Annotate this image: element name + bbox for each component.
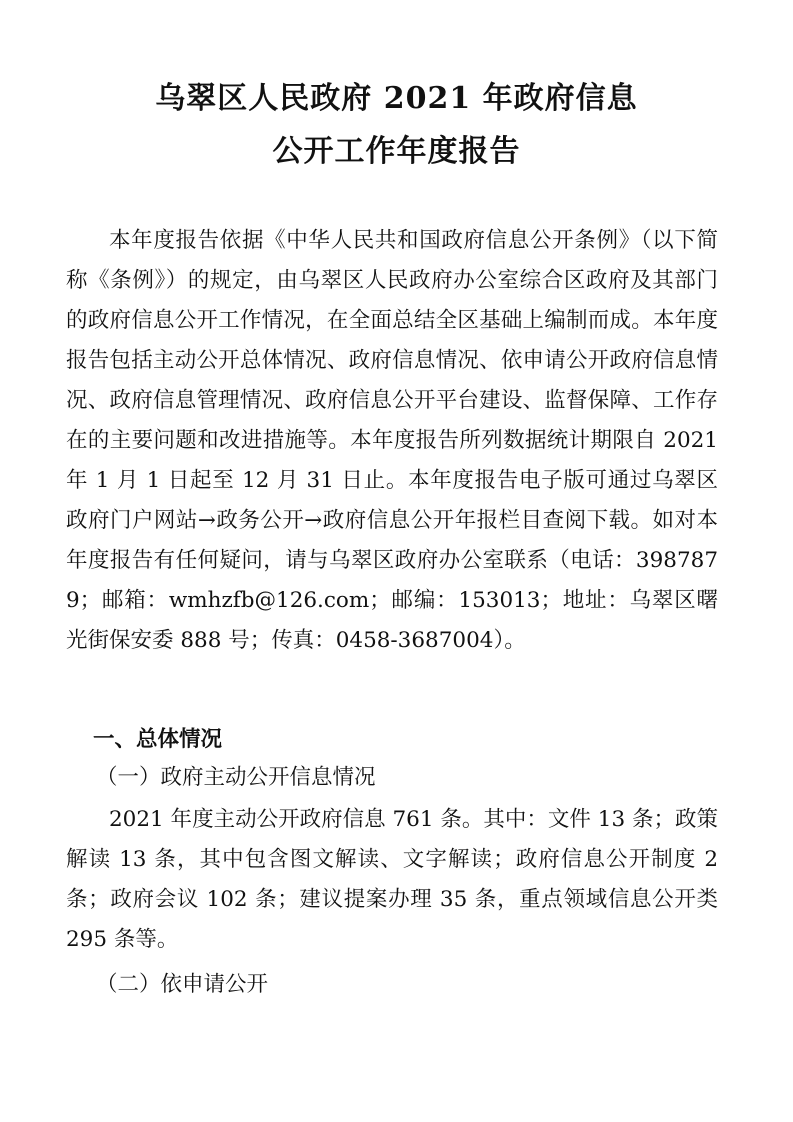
proactive-disclosure-paragraph: 2021 年度主动公开政府信息 761 条。其中：文件 13 条；政策解读 13 条，其中包含图文解读、文字解读；政府信息公开制度 2 条；政府会议 102 条；建议提案办理 35 条，重点领域信息公开类 295 条等。 — [66, 807, 718, 952]
report-title-line-2: 公开工作年度报告 — [272, 134, 521, 169]
report-title-line-1: 乌翠区人民政府 2021 年政府信息 — [155, 81, 638, 116]
intro-paragraph: 本年度报告依据《中华人民共和国政府信息公开条例》（以下简称《条例》）的规定，由乌翠区人民政府办公室综合区政府及其部门的政府信息公开工作情况，在全面总结全区基础上编制而成。本年度报告包括主动公开总体情况、政府信息情况、依申请公开政府信息情况、政府信息管理情况、政府信息公开平台建设、监督保障、工作存在的主要问题和改进措施等。本年度报告所列数据统计期限自 2021 年 1 月 1 日起至 12 月 31 日止。本年度报告电子版可通过乌翠区政府门户网站→政务公开→政府信息公开年报栏目查阅下载。如对本年度报告有任何疑问，请与乌翠区政府办公室联系（电话：3987879；邮箱：wmhzfb@126.com；邮编：153013；地址：乌翠区曙光街保安委 888 号；传真：0458-3687004）。 — [66, 228, 718, 653]
subsection-heading-proactive-disclosure: （一）政府主动公开信息情况 — [96, 765, 376, 790]
section-heading-overall: 一、总体情况 — [93, 727, 223, 752]
subsection-heading-on-request-disclosure: （二）依申请公开 — [96, 972, 269, 997]
